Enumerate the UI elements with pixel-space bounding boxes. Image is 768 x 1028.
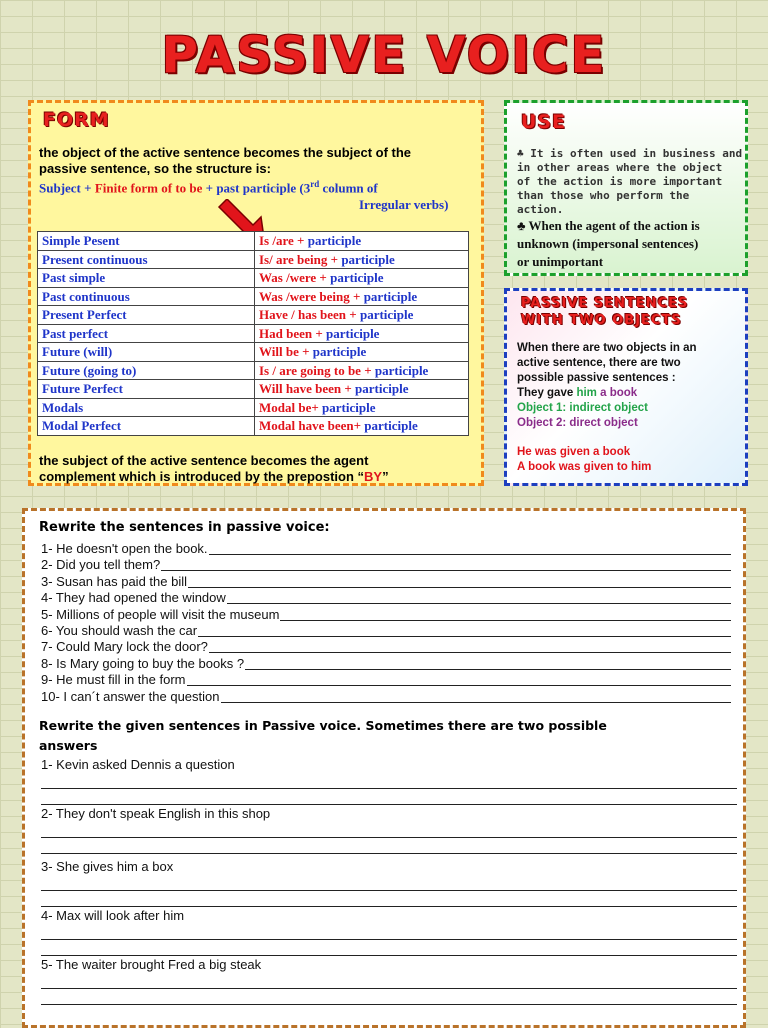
him-word: him xyxy=(576,387,597,399)
use-b1-line: ♣ It is often used in business and xyxy=(517,147,743,160)
answer-blank[interactable] xyxy=(188,586,731,588)
answer-line[interactable] xyxy=(41,852,737,854)
answer-blank[interactable] xyxy=(280,619,731,621)
passive-form-table xyxy=(37,231,469,436)
plus-sign: + xyxy=(327,251,342,267)
two-objects-text xyxy=(517,341,697,475)
use-section xyxy=(504,100,748,276)
be-form: Was /were being xyxy=(259,288,350,304)
tense-row xyxy=(38,324,469,343)
passive-form xyxy=(255,306,469,325)
exercise-2-heading-1: Rewrite the given sentences in Passive voice. Sometimes there are two possible xyxy=(39,718,607,733)
participle: participle xyxy=(312,344,367,360)
answer-line[interactable] xyxy=(41,954,737,956)
a-book-word: a book xyxy=(596,387,638,399)
answer-line[interactable] xyxy=(41,987,737,989)
participle: participle xyxy=(359,307,414,323)
object-1-label: Object 1: indirect object xyxy=(517,402,648,414)
structure-subject: Subject xyxy=(39,180,81,196)
use-bullet-1 xyxy=(517,147,742,217)
exercise-2-item: 4- Max will look after him xyxy=(41,908,185,923)
tense-name: Past perfect xyxy=(38,324,255,343)
agent-text: complement which is introduced by the prepostion “ xyxy=(39,469,365,484)
object-2-label: Object 2: direct object xyxy=(517,417,638,429)
answer-line[interactable] xyxy=(41,905,737,907)
example-1: He was given a book xyxy=(517,446,631,458)
two-objects-section xyxy=(504,288,748,486)
exercise-2-item: 5- The waiter brought Fred a big steak xyxy=(41,957,262,972)
tense-row xyxy=(38,287,469,306)
answer-line[interactable] xyxy=(41,889,737,891)
form-badge: FORM xyxy=(43,109,110,131)
exercise-2-item: 2- They don't speak English in this shop xyxy=(41,806,271,821)
passive-form xyxy=(255,343,469,362)
they-gave: They gave xyxy=(517,387,577,399)
tense-row xyxy=(38,232,469,251)
tense-name: Past continuous xyxy=(38,287,255,306)
example-2: A book was given to him xyxy=(517,461,652,473)
two-line: When there are two objects in an xyxy=(517,342,697,354)
use-b1-line: in other areas where the object xyxy=(517,161,723,174)
structure-plus-2: + xyxy=(205,180,214,196)
be-form: Was /were xyxy=(259,270,317,286)
plus-sign: + xyxy=(346,307,360,323)
participle: participle xyxy=(363,288,418,304)
be-form: Modal have been+ xyxy=(259,418,362,434)
tense-row xyxy=(38,269,469,288)
tense-name: Present Perfect xyxy=(38,306,255,325)
use-b1-line: of the action is more important xyxy=(517,175,723,188)
exercise-1-item: 8- Is Mary going to buy the books ? xyxy=(41,655,245,671)
structure-irregular: Irregular verbs) xyxy=(359,197,449,212)
be-form: Will have been xyxy=(259,381,342,397)
form-intro-line1: the object of the active sentence becomes the subject of the xyxy=(39,145,412,160)
plus-sign: + xyxy=(316,270,331,286)
structure-plus: + xyxy=(84,180,92,196)
answer-blank[interactable] xyxy=(245,668,731,670)
answer-blank[interactable] xyxy=(209,553,731,555)
answer-blank[interactable] xyxy=(198,635,731,637)
plus-sign: + xyxy=(349,288,364,304)
participle: participle xyxy=(374,362,429,378)
form-intro-line2: passive sentence, so the structure is: xyxy=(39,161,271,176)
structure-rd: rd xyxy=(310,179,320,189)
structure-column: column of xyxy=(322,180,378,196)
tense-name: Future Perfect xyxy=(38,380,255,399)
tense-row xyxy=(38,398,469,417)
badge-line: PASSIVE SENTENCES xyxy=(521,296,689,311)
plus-sign: + xyxy=(341,381,356,397)
answer-line[interactable] xyxy=(41,836,737,838)
answer-line[interactable] xyxy=(41,1003,737,1005)
passive-form xyxy=(255,417,469,436)
page-title: PASSIVE VOICE xyxy=(161,26,607,84)
tense-name: Simple Pesent xyxy=(38,232,255,251)
tense-name: Modal Perfect xyxy=(38,417,255,436)
participle: participle xyxy=(341,251,395,267)
use-b1-line: than those who perform the xyxy=(517,189,690,202)
exercise-1-item: 9- He must fill in the form xyxy=(41,672,186,688)
exercise-1-item: 10- I can´t answer the question xyxy=(41,688,220,704)
use-b2-line: unknown (impersonal sentences) xyxy=(517,236,699,251)
passive-form xyxy=(255,324,469,343)
answer-blank[interactable] xyxy=(209,651,731,653)
passive-form xyxy=(255,287,469,306)
tense-name: Future (going to) xyxy=(38,361,255,380)
by-word: BY xyxy=(364,469,383,484)
agent-quote-end: ” xyxy=(382,469,389,484)
passive-form xyxy=(255,398,469,417)
badge-line: WITH TWO OBJECTS xyxy=(521,313,682,328)
answer-blank[interactable] xyxy=(161,569,731,571)
plus-sign: + xyxy=(293,233,308,249)
be-form: Is/ are being xyxy=(259,251,328,267)
participle: participle xyxy=(322,399,376,415)
passive-form xyxy=(255,250,469,269)
be-form: Is / are going to be xyxy=(259,362,361,378)
use-b2-line: ♣ When the agent of the action is xyxy=(517,218,700,233)
tense-row xyxy=(38,417,469,436)
passive-form xyxy=(255,380,469,399)
passive-form xyxy=(255,361,469,380)
tense-name: Modals xyxy=(38,398,255,417)
use-badge: USE xyxy=(521,111,567,133)
answer-blank[interactable] xyxy=(227,602,731,604)
exercise-2-item: 1- Kevin asked Dennis a question xyxy=(41,757,235,772)
exercise-2-heading-2: answers xyxy=(39,738,98,753)
tense-name: Present continuous xyxy=(38,250,255,269)
exercise-1-item: 6- You should wash the car xyxy=(41,623,198,638)
exercise-2-item: 3- She gives him a box xyxy=(41,859,174,874)
passive-form xyxy=(255,269,469,288)
agent-line1: the subject of the active sentence becomes the agent xyxy=(39,453,369,468)
exercise-1-item: 1- He doesn't open the book. xyxy=(41,541,208,556)
agent-line2 xyxy=(39,469,389,484)
tense-row xyxy=(38,380,469,399)
use-b2-line: or unimportant xyxy=(517,254,604,269)
two-line: active sentence, there are two xyxy=(517,357,681,369)
tense-row xyxy=(38,343,469,362)
participle: participle xyxy=(330,270,384,286)
tense-row xyxy=(38,306,469,325)
two-line: possible passive sentences : xyxy=(517,372,676,384)
plus-sign: + xyxy=(298,344,313,360)
tense-name: Future (will) xyxy=(38,343,255,362)
plus-sign: + xyxy=(360,362,375,378)
be-form: Is /are xyxy=(259,233,294,249)
structure-finite: Finite form xyxy=(94,180,158,196)
exercise-1-item: 4- They had opened the window xyxy=(41,590,226,606)
exercise-1-heading: Rewrite the sentences in passive voice: xyxy=(39,520,330,535)
plus-sign: + xyxy=(312,325,327,341)
exercise-1-item: 5- Millions of people will visit the museum xyxy=(41,606,280,622)
answer-line[interactable] xyxy=(41,938,737,940)
exercise-1-item: 2- Did you tell them? xyxy=(41,557,161,573)
two-objects-badge xyxy=(521,295,688,329)
use-bullet-2 xyxy=(517,217,700,271)
be-form: Modal be+ xyxy=(259,399,319,415)
answer-blank[interactable] xyxy=(187,684,731,686)
structure-to-be: of to be xyxy=(161,180,203,196)
exercise-1-item: 7- Could Mary lock the door? xyxy=(41,639,208,655)
participle: participle xyxy=(326,325,380,341)
answer-blank[interactable] xyxy=(221,701,731,703)
tense-row xyxy=(38,250,469,269)
participle: participle xyxy=(307,233,362,249)
form-structure xyxy=(39,179,378,196)
form-section xyxy=(28,100,484,486)
use-b1-line: action. xyxy=(517,203,564,216)
answer-line[interactable] xyxy=(41,787,737,789)
be-form: Will be xyxy=(259,344,299,360)
exercise-1-item: 3- Susan has paid the bill xyxy=(41,573,187,589)
passive-form xyxy=(255,232,469,251)
they-gave-line xyxy=(517,386,697,401)
exercises-section xyxy=(22,508,746,1028)
structure-pp: past participle (3 xyxy=(216,180,311,196)
be-form: Have / has been xyxy=(259,307,347,323)
tense-name: Past simple xyxy=(38,269,255,288)
answer-line[interactable] xyxy=(41,803,737,805)
participle: participle xyxy=(355,381,409,397)
tense-row xyxy=(38,361,469,380)
be-form: Had been xyxy=(259,325,313,341)
participle: participle xyxy=(364,418,418,434)
